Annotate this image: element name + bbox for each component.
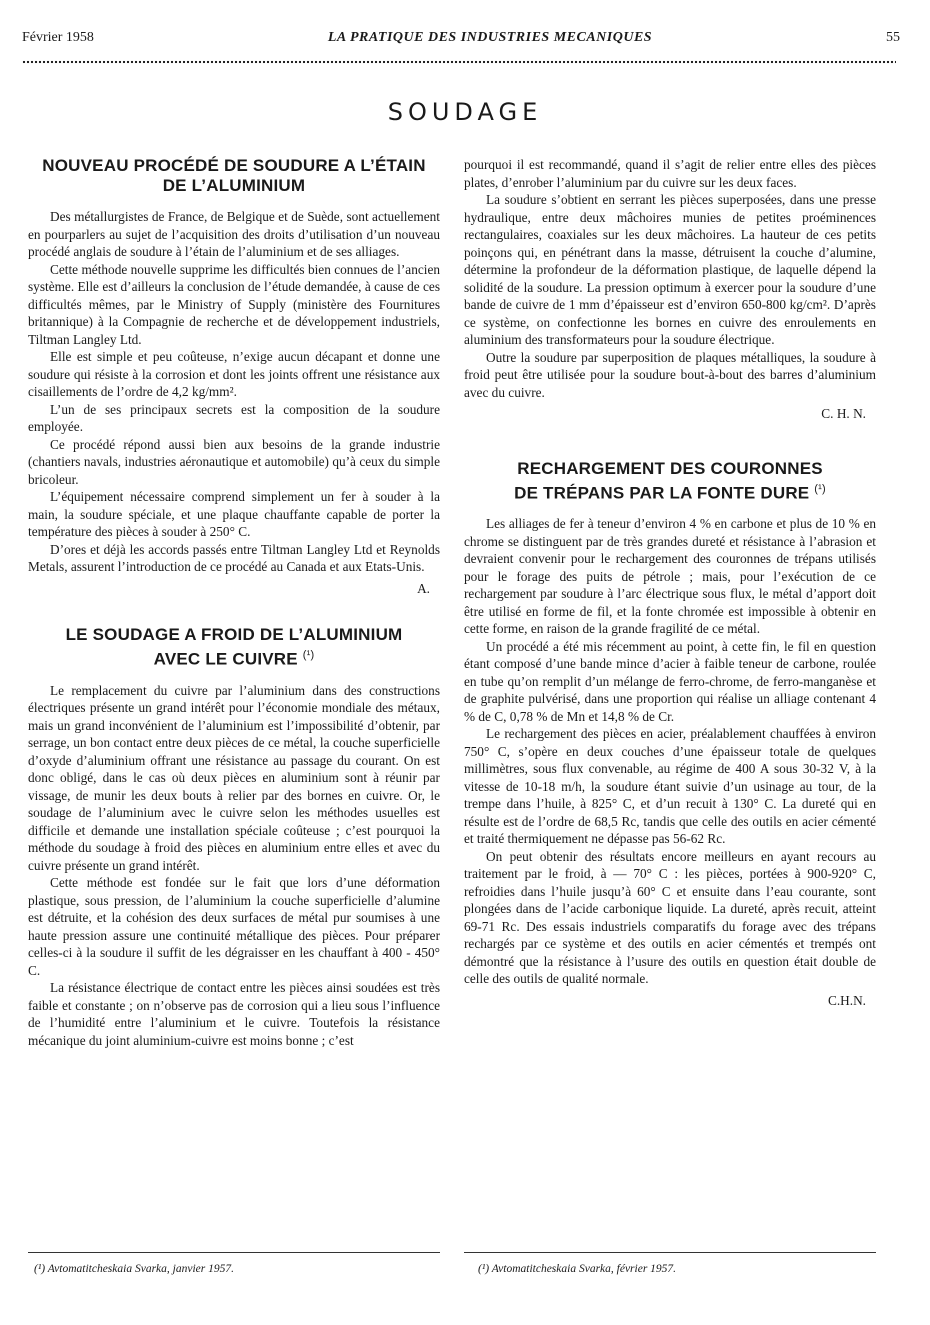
footnote-rule-right (464, 1252, 876, 1253)
article2-note-mark: (¹) (302, 649, 315, 661)
article2-paragraph: La soudure s’obtient en serrant les pièces superposées, dans une presse hydraulique, entre deux mâchoires munies de petites proéminences rectangulaires, coaxiales sur les deux mâchoires. La hauteur de ces petits poinçons qui, en pénétrant dans la masse, détruisent la couche d’alumine, détermine la profondeur de la déformation plastique, de laquelle dépend la solidité de la soudure. La pression optimum à exercer pour la soudure d’une bande de cuivre de 1 mm d’épaisseur est d’environ 650-800 kg/cm². D’après ce système, on confectionne les bornes en cuivre des enroulements en aluminium des transformateurs pour la soudure électrique. (464, 192, 876, 347)
article1-paragraph: L’équipement nécessaire comprend simplement un fer à souder à la main, la soudure spéciale, et une plaque chauffante capable de porter la température des pièces à souder à 250° C. (28, 489, 440, 539)
article3-title-line1: RECHARGEMENT DES COURONNES (517, 458, 823, 478)
article2-paragraph: Le remplacement du cuivre par l’aluminium dans des constructions électriques présente un grand intérêt pour l’économie mondiale des métaux, mais un grand inconvénient de l’aluminium est l’impossibilité d’obtenir, par serrage, un bon contact entre deux pièces de ce métal, la couche superficielle d’oxyde d’aluminium offrant une résistance au passage du courant. On est donc obligé, dans le cas où deux pièces en aluminium sont à réunir par vissage, de munir les deux bouts à relier par des bornes en cuivre. Or, le soudage de l’aluminium avec le cuivre selon les méthodes usuelles est difficile et demande une installation spéciale coûteuse ; c’est pourquoi la méthode du soudage à froid des pièces en aluminium entre elles et avec du cuivre présente un grand intérêt. (28, 682, 440, 873)
article1-paragraph: Cette méthode nouvelle supprime les difficultés bien connues de l’ancien système. Elle est d’ailleurs la conclusion de l’étude demandée, à cause de ces difficultés mêmes, par le Ministry of Supply (ministère des Fournitures britannique) à la Compagnie de recherche et de développement industriels, Tiltman Langley Ltd. (28, 261, 440, 347)
article1-paragraph: D’ores et déjà les accords passés entre Tiltman Langley Ltd et Reynolds Metals, assurent l’introduction de ce procédé au Canada et aux Etats-Unis. (28, 541, 440, 574)
article3-paragraph: Le rechargement des pièces en acier, préalablement chauffées à environ 750° C, s’opère en deux couches d’une épaisseur totale de quelques millimètres, sous flux convenable, au régime de 400 A sous 30-32 V, à la vitesse de 10-18 m/h, la soudure étant suivie d’un usinage au tour, de la trempe dans l’huile, à 825° C, et d’un recuit à 130° C. La dureté qui en résulte est de l’ordre de 68,5 Rc, tandis que celle des outils en acier cémenté et traité thermiquement ne dépasse pas 56-62 Rc. (464, 726, 876, 847)
footnote-right: (¹) Avtomatitcheskaia Svarka, février 1957. (478, 1263, 677, 1275)
footnote-left: (¹) Avtomatitcheskaia Svarka, janvier 1957. (34, 1263, 234, 1275)
article1-paragraph: Elle est simple et peu coûteuse, n’exige aucun décapant et donne une soudure qui résiste à la corrosion et dont les joints offrent une résistance aux cisaillements de l’ordre de 4,2 kg/mm². (28, 349, 440, 399)
left-column (28, 156, 440, 1049)
article3-signature: C.H.N. (827, 992, 866, 1008)
article1-signature: A. (417, 580, 430, 596)
article3-paragraph: Les alliages de fer à teneur d’environ 4 % en carbone et plus de 10 % en chrome se distinguent par de très grandes dureté et résistance à l’abrasion et devraient convenir pour le rechargement des couronnes de trépans utilisés pour le forage des puits de pétrole ; mais, pour l’exécution de ce rechargement par soudure à l’arc électrique sous flux, le métal d’apport doit être utilisé en forme de fil, et la fonte chromée est impossible à obtenir en cette forme, en raison de la grande fragilité de ce métal. (464, 516, 876, 637)
right-column (464, 156, 876, 1009)
article3-note-mark: (¹) (814, 482, 826, 495)
article1-title-line2: DE L’ALUMINIUM (162, 176, 306, 195)
article2-paragraph: Outre la soudure par superposition de plaques métalliques, la soudure à froid peut être utilisée pour la soudure bout-à-bout des barres d’aluminium avec du cuivre. (464, 349, 876, 400)
article2-paragraph: Cette méthode est fondée sur le fait que lors d’une déformation plastique, sous pression, de l’aluminium la couche superficielle d’alumine est détruite, et la cohésion des deux surfaces de métal pur soumises à une haute pression assure une continuité métallique des pièces. Pour préparer celles-ci à la soudure il suffit de les dégraisser en les chauffant à 400 - 450° C. (28, 875, 440, 978)
article2-paragraph: La résistance électrique de contact entre les pièces ainsi soudées est très faible et constante ; on n’observe pas de corrosion qui a lieu sous l’influence de l’humidité entre l’aluminium et le cuivre. Toutefois la résistance mécanique du joint aluminium-cuivre est moins bonne ; c’est (28, 980, 440, 1048)
dotted-rule (22, 60, 896, 64)
article1-paragraph: Des métallurgistes de France, de Belgique et de Suède, sont actuellement en pourparlers au sujet de l’acquisition des droits d’utilisation d’un nouveau procédé anglais de soudure à l’étain de l’aluminium et de ses alliages. (28, 209, 440, 259)
article2-title-line1: LE SOUDAGE A FROID DE L’ALUMINIUM (65, 625, 403, 644)
article2-paragraph: pourquoi il est recommandé, quand il s’agit de relier entre elles des pièces plates, d’enrober l’aluminium par du cuivre sur les deux faces. (464, 157, 876, 190)
article1-paragraph: L’un de ses principaux secrets est la composition de la soudure employée. (28, 401, 440, 434)
article3-paragraph: Un procédé a été mis récemment au point, à cette fin, le fil en question étant composé d’une bande mince d’acier à faible teneur de carbone, roulée en tube qu’on remplit d’un mélange de ferro-chrome, de ferro-manganèse et de graphite pulvérisé, dans une proportion qui réalise un alliage contenant 4 % de C, 0,78 % de Mn et 14,8 % de Cr. (464, 638, 876, 724)
article3-title (464, 459, 876, 504)
journal-title: LA PRATIQUE DES INDUSTRIES MECANIQUES (327, 30, 653, 45)
article2-title (28, 625, 440, 670)
article1-paragraph: Ce procédé répond aussi bien aux besoins de la grande industrie (chantiers navals, industries aéronautique et automobile) qu’à ceux du simple bricoleur. (28, 436, 440, 487)
article1-title-line1: NOUVEAU PROCÉDÉ DE SOUDURE A L’ÉTAIN (42, 156, 426, 175)
page-number: 55 (885, 30, 900, 45)
footnote-rule-left (28, 1252, 440, 1253)
running-header (22, 30, 900, 52)
issue-date: Février 1958 (22, 30, 94, 45)
article3-title-line2: DE TRÉPANS PAR LA FONTE DURE (514, 483, 810, 503)
section-title: SOUDAGE (387, 98, 543, 126)
article2-signature: C. H. N. (821, 406, 866, 421)
article2-title-line2: AVEC LE CUIVRE (153, 649, 298, 669)
article3-paragraph: On peut obtenir des résultats encore meilleurs en ayant recours au traitement par le froid, à — 70° C : les pièces, portées à 900-920° C, refroidies dans l’huile jusqu’à 60° C et ensuite dans l’eau courante, sont plongées dans de l’acide carbonique liquide. La dureté, après recuit, atteint 69-71 Rc. Des essais industriels comparatifs du forage avec des trépans rechargés par ce système et des outils en acier cémentés et trempés ont démontré que la résistance à l’usure des outils en question était double de celle des outils de qualité normale. (464, 848, 876, 987)
article1-title (28, 156, 440, 196)
